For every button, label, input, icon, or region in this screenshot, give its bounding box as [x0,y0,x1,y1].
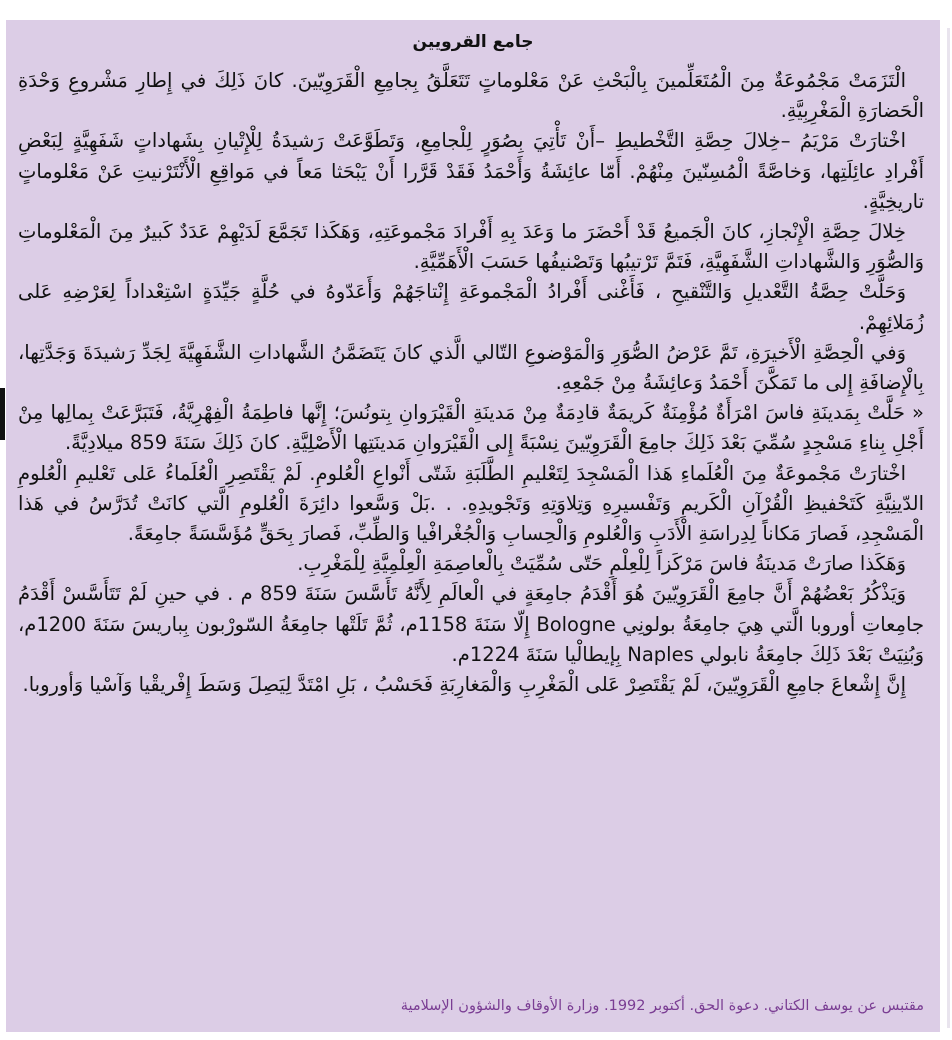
paragraph-7: اخْتارَتْ مَجْموعَةٌ مِنَ الْعُلَماءِ هَذا الْمَسْجِدَ لِتَعْليمِ الطَّلَبَةِ شَتّى أَنْواعِ الْعُلومِ. لَمْ يَقْتَصِرِ الْعُلَماءُ عَلى تَعْليمِ الْعُلومِ الدّينِيَّةِ كَتَحْفيظِ الْقُرْآنِ الْكَريمِ وَتَفْسيرِهِ وَتِلاوَتِهِ وَتَجْويدِهِ. . .بَلْ وَسَّعوا دائِرَةَ الْعُلومِ الَّتي كانَتْ تُدَرَّسُ في هَذا الْمَسْجِدِ، فَصارَ مَكاناً لِدِراسَةِ الْأَدَبِ وَالْعُلومِ وَالْحِسابِ وَالْجُغْرافْيا وَالطِّبِّ، فَصارَ بِحَقٍّ مُؤَسَّسَةً جامِعَةً. [18,461,924,546]
paragraph-3: خِلالَ حِصَّةِ الْإِنْجازِ، كانَ الْجَميعُ قَدْ أَحْضَرَ ما وَعَدَ بِهِ أَفْرادَ مَجْموعَتِهِ، وَهَكَذا تَجَمَّعَ لَدَيْهِمْ عَدَدٌ كَبيرٌ مِنَ الْمَعْلوماتِ وَالصُّوَرِ وَالشَّهاداتِ الشَّفَهِيَّةِ، فَتَمَّ تَرْتيبُها وَتَصْنيفُها حَسَبَ الْأَهَمِّيَّةِ. [18,220,924,274]
paragraph-5: وَفي الْحِصَّةِ الْأَخيرَةِ، تَمَّ عَرْضُ الصُّوَرِ وَالْمَوْضوعِ التّالي الَّذي كانَ يَتَضَمَّنُ الشَّهاداتِ الشَّفَهِيَّةَ لِجَدِّ رَشيدَةَ وَجَدَّتِها، بِالْإِضافَةِ إِلى ما تَمَكَّنَ أَحْمَدُ وَعائِشَةُ مِنْ جَمْعِهِ. [18,340,924,395]
paragraph-4: وَحَلَّتْ حِصَّةُ التَّعْديلِ وَالتَّنْقيحِ ، فَأَغْنى أَفْرادُ الْمَجْموعَةِ إِنْتاجَهُمْ وَأَعَدّوهُ في حُلَّةٍ جَيِّدَةٍ اسْتِعْداداً لِعَرْضِهِ عَلى زُمَلائِهِمْ. [18,280,924,334]
source-citation: مقتبس عن يوسف الكتاني. دعوة الحق. أكتوبر 1992. وزارة الأوقاف والشؤون الإسلامية [400,998,924,1014]
paragraph-1: الْتَزَمَتْ مَجْمُوعَةٌ مِنَ الْمُتَعَلِّمينَ بِالْبَحْثِ عَنْ مَعْلوماتٍ تَتَعَلَّقُ بِجامِعِ الْقَرَوِيّينَ. كانَ ذَلِكَ في إِطارِ مَشْروعِ وَحْدَةِ الْحَضارَةِ الْمَغْرِبِيَّةِ. [18,69,924,123]
right-frame-border [947,28,950,1028]
paragraph-9: وَيَذْكُرُ بَعْضُهُمْ أَنَّ جامِعَ الْقَرَوِيّينَ هُوَ أَقْدَمُ جامِعَةٍ في الْعالَمِ لِأَنَّهُ تَأَسَّسَ سَنَةَ 859 م . في حينِ لَمْ تَتَأَسَّسْ أَقْدَمُ جامِعاتِ أوروبا الَّتي هِيَ جامِعَةُ بولونِي Bologne إِلّا سَنَةَ 1158م، ثُمَّ تَلَتْها جامِعَةُ السّورْبون بِباريسَ سَنَةَ 1200م، وَبُنِيَتْ بَعْدَ ذَلِكَ جامِعَةُ نابولي Naples بِإيطالْيا سَنَةَ 1224م. [18,582,925,666]
paragraph-6-quote: « حَلَّتْ بِمَدينَةِ فاسَ امْرَأَةٌ مُؤْمِنَةٌ كَريمَةٌ قادِمَةٌ مِنْ مَدينَةِ الْقَيْرَوانِ بِتونُسَ؛ إِنَّها فاطِمَةُ الْفِهْرِيَّةُ، فَتَبَرَّعَتْ بِمالِها مِنْ أَجْلِ بِناءِ مَسْجِدٍ سُمِّيَ بَعْدَ ذَلِكَ جامِعَ الْقَرَوِيّينَ نِسْبَةً إِلى الْقَيْرَوانِ مَدينَتِها الْأَصْلِيَّةِ. كانَ ذَلِكَ سَنَةَ 859 ميلادِيَّةً. [18,401,924,455]
paragraph-8: وَهَكَذا صارَتْ مَدينَةُ فاسَ مَرْكَزاً لِلْعِلْمِ حَتّى سُمِّيَتْ بِالْعاصِمَةِ الْعِلْمِيَّةِ لِلْمَغْرِبِ. [297,552,906,576]
paragraph-10: إِنَّ إِشْعاعَ جامِعِ الْقَرَوِيّينَ، لَمْ يَقْتَصِرْ عَلى الْمَغْرِبِ وَالْمَغارِبَةِ فَحَسْبُ ، بَلِ امْتَدَّ لِيَصِلَ وَسَطَ إِفْريقْيا وَآسْيا وَأوروبا. [22,673,906,697]
page-edge-mark [0,388,5,440]
document-title: جامع القرويين [412,32,534,52]
article-body [18,66,924,700]
document-page [6,20,940,1032]
paragraph-2: اخْتارَتْ مَرْيَمُ –خِلالَ حِصَّةِ التَّخْطيطِ –أَنْ تَأْتِيَ بِصُوَرٍ لِلْجامِعِ، وَتَطَوَّعَتْ رَشيدَةُ لِلْإِتْيانِ بِشَهاداتٍ شَفَهِيَّةٍ لِبَعْضِ أَفْرادِ عائِلَتِها، وَخاصَّةً الْمُسِنّينَ مِنْهُمْ. أَمّا عائِشَةُ وَأَحْمَدُ فَقَدْ قَرَّرا أَنْ يَبْحَثا مَعاً في مَواقِعِ الْأَنْتَرْنيتِ عَنْ مَعْلوماتٍ تاريخِيَّةٍ. [18,129,924,213]
